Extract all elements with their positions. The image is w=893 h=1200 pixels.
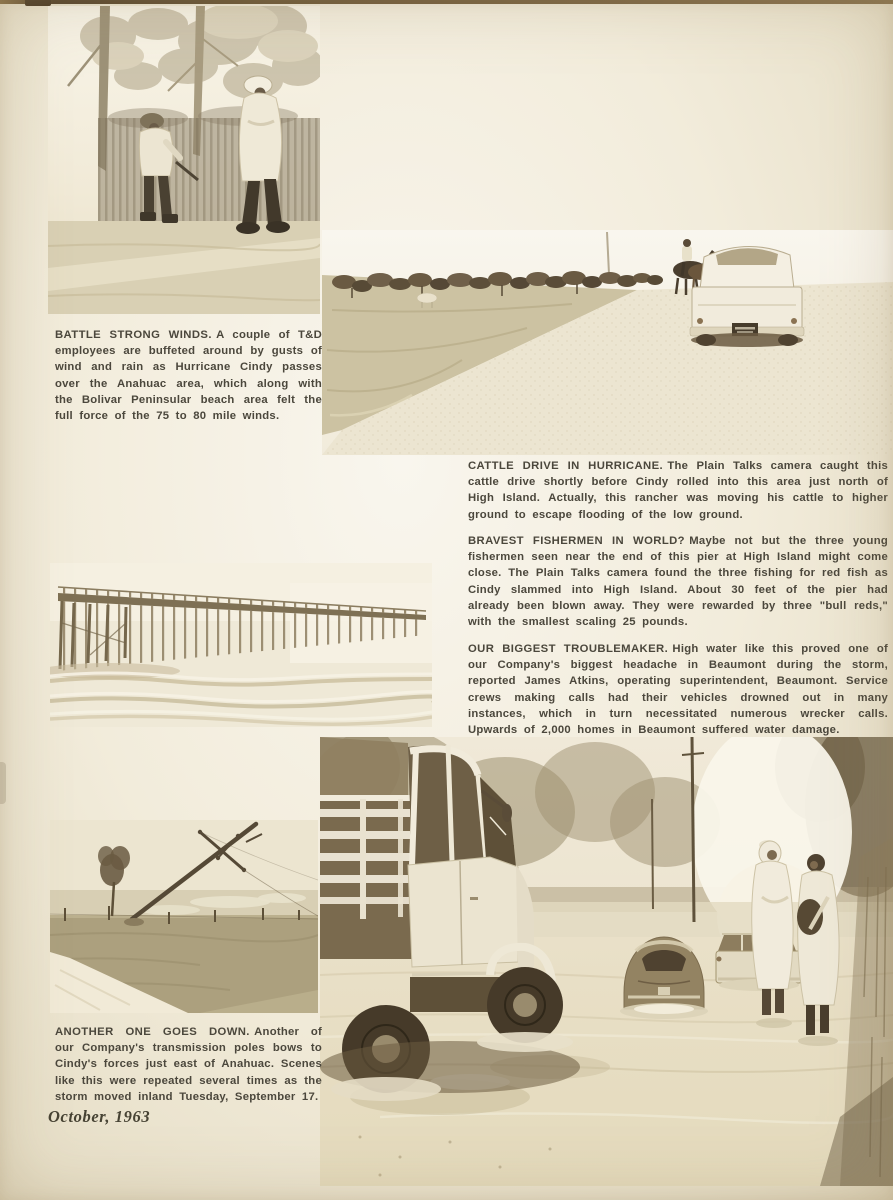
parked-car — [690, 246, 804, 347]
caption-body: A couple of T&D employees are buffeted around by gusts of wind and rain as Hurricane Cindy passes over the Anahuac area, which along with the Bolivar Peninsular beach area felt the full force of the 75 to 80 mile winds. — [55, 329, 322, 423]
photo-battle-strong-winds — [48, 6, 320, 314]
photo-fallen-pole-art — [50, 820, 318, 1013]
caption-heading: OUR BIGGEST TROUBLEMAKER. — [468, 643, 669, 655]
photo-high-island-pier-art — [50, 563, 432, 727]
photo-high-island-pier — [50, 563, 432, 727]
grass-foreground — [48, 221, 320, 314]
photo-battle-strong-winds-art — [48, 6, 320, 314]
caption-body: Maybe not but the three young fishermen seen near the end of this pier at High Island might come close. The Plain Talks camera found the three fishing for red fish as Cindy slammed into High Island. About 30 feet of the pier had already been blown away. They were rewarded by three "bull reds," with the smallest scaling 25 pounds. — [468, 535, 888, 629]
caption-heading: BRAVEST FISHERMEN IN WORLD? — [468, 535, 685, 547]
caption-heading: ANOTHER ONE GOES DOWN. — [55, 1026, 250, 1038]
photo-cattle-drive-art — [322, 230, 893, 455]
scan-edge-bar — [0, 0, 893, 4]
photo-fallen-pole — [50, 820, 318, 1013]
caption-battle-strong-winds — [55, 327, 322, 424]
caption-body: High water like this proved one of our Company's biggest headache in Beaumont during the storm, reported James Atkins, operating superintendent, Beaumont. Service crews making calls had their vehicles drowned out in many instances, which in turn necessitated numerous wrecker calls. Upwards of 2,000 homes in Beaumont suffered water damage. — [468, 643, 888, 737]
photo-flooded-street — [320, 737, 893, 1186]
caption-biggest-troublemaker — [468, 641, 888, 738]
caption-another-one-goes-down — [55, 1024, 322, 1105]
caption-cattle-drive — [468, 458, 888, 523]
dark-treeline — [98, 106, 320, 226]
issue-date: October, 1963 — [48, 1107, 151, 1126]
scan-smudge — [0, 762, 6, 804]
photo-flooded-street-art — [320, 737, 893, 1186]
caption-heading: CATTLE DRIVE IN HURRICANE. — [468, 460, 664, 472]
caption-bravest-fishermen — [468, 533, 888, 630]
photo-cattle-drive — [322, 230, 893, 455]
caption-body: Another of our Company's transmission poles bows to Cindy's forces just east of Anahuac. Scenes like this were repeated several times as the storm moved inland Tuesday, September 17. — [55, 1026, 322, 1103]
caption-heading: BATTLE STRONG WINDS. — [55, 329, 212, 341]
caption-body: The Plain Talks camera caught this cattle drive shortly before Cindy rolled into this area just north of High Island. Actually, this rancher was moving his cattle to higher ground to escape flooding of the low ground. — [468, 460, 888, 521]
